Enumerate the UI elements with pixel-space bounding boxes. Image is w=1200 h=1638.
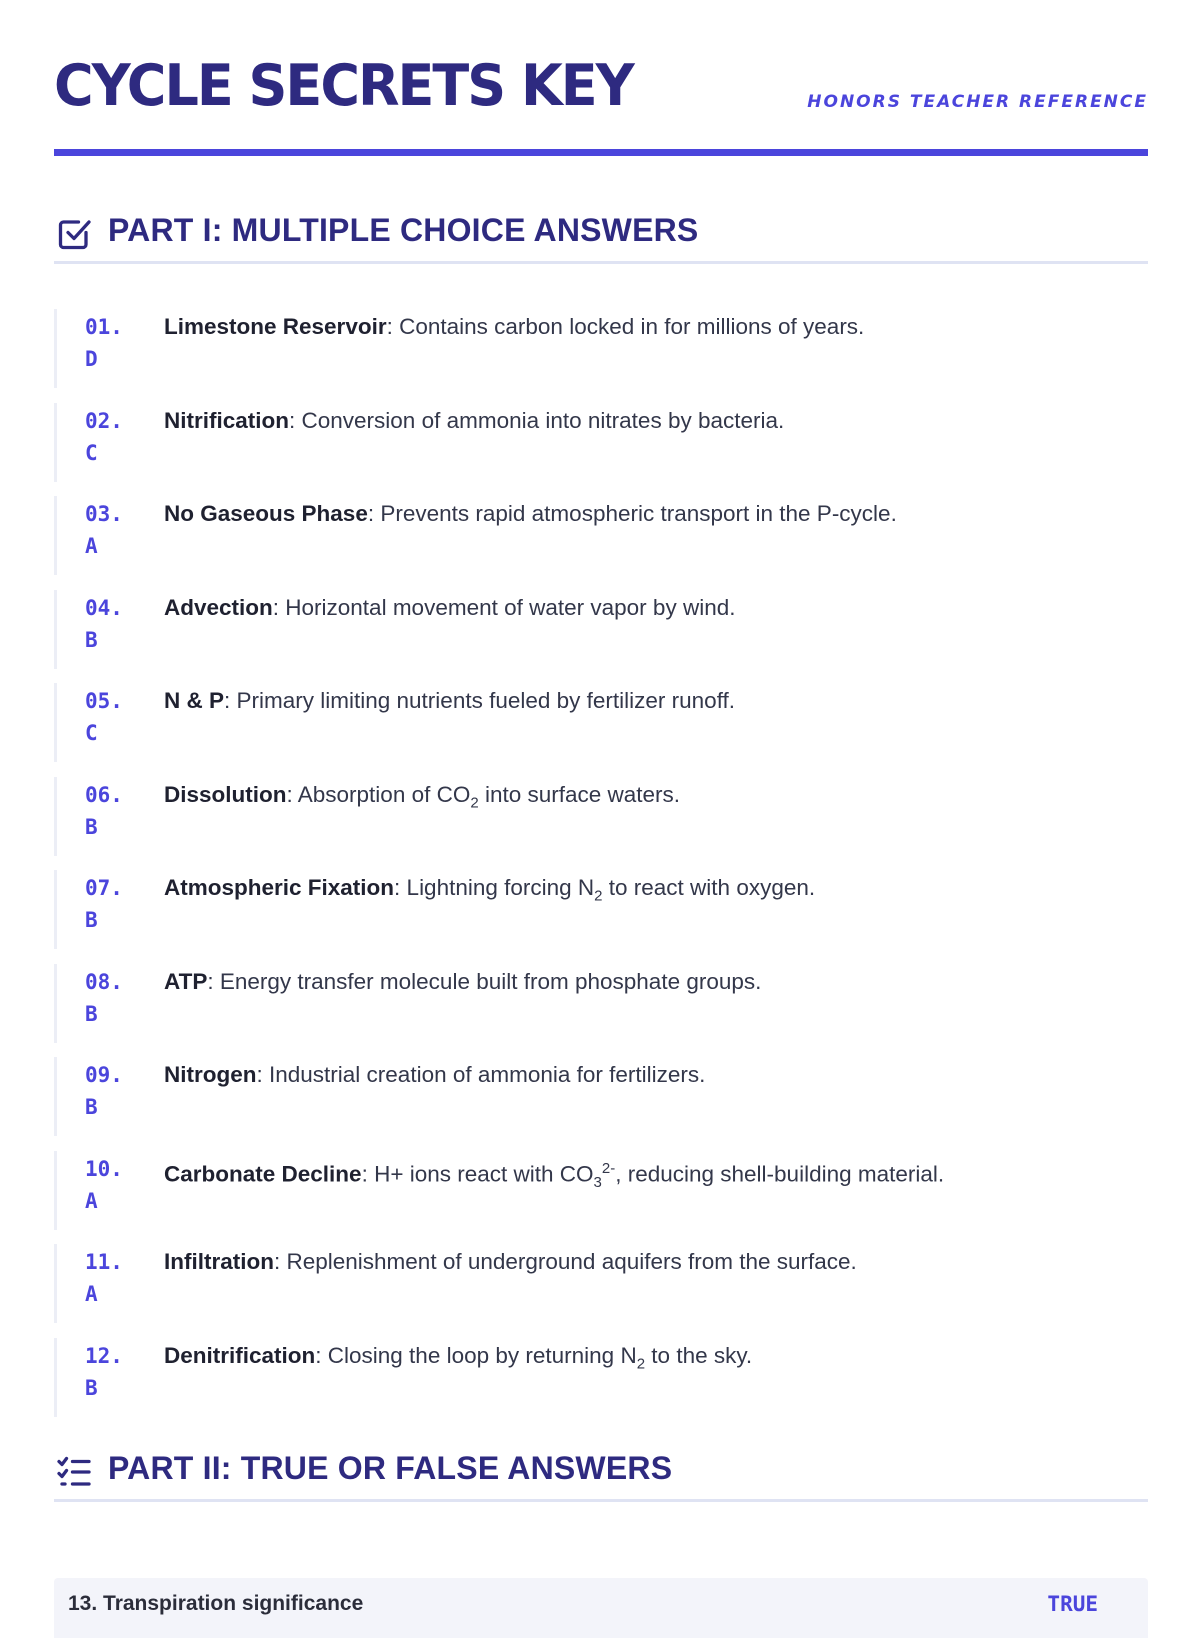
answer-letter: B: [85, 814, 98, 839]
multiple-choice-list: [54, 309, 1148, 1431]
page-subtitle: HONORS TEACHER REFERENCE: [807, 92, 1148, 112]
explanation-text: : Lightning forcing N: [394, 875, 595, 900]
question-number: 06.: [85, 782, 123, 807]
true-false-answer: TRUE: [1047, 1592, 1098, 1616]
true-false-question: 13. Transpiration significance: [68, 1592, 364, 1615]
checkbox-checked-icon: [56, 216, 92, 252]
answer-term: Nitrification: [164, 407, 290, 433]
answer-letter: C: [85, 440, 98, 465]
explanation-text: : H+ ions react with CO: [361, 1161, 594, 1186]
explanation-text: : Contains carbon locked in for millions of years.: [386, 314, 865, 339]
question-number: 12.: [85, 1343, 123, 1368]
section-part2-header: [54, 1444, 1148, 1502]
subscript: 2: [594, 887, 603, 905]
answer-letter: B: [85, 1095, 98, 1119]
answer-term: Nitrogen: [164, 1062, 257, 1087]
explanation-text: : Horizontal movement of water vapor by wind.: [272, 594, 736, 620]
answer-term: Atmospheric Fixation: [164, 875, 395, 900]
answer-explanation: [164, 1340, 752, 1381]
question-number: 01.: [85, 315, 123, 339]
answer-item: [54, 309, 1148, 388]
question-number: 05.: [85, 689, 123, 713]
superscript: 2-: [601, 1159, 616, 1177]
explanation-text: : Industrial creation of ammonia for fertilizers.: [256, 1062, 706, 1087]
checklist-icon: [56, 1454, 92, 1490]
question-number: 10.: [85, 1156, 123, 1181]
answer-letter: B: [85, 627, 98, 652]
subscript: 3: [593, 1173, 602, 1191]
answer-item: [54, 1057, 1148, 1136]
explanation-text: : Closing the loop by returning N: [315, 1342, 637, 1368]
answer-letter: D: [85, 347, 98, 371]
explanation-text: : Replenishment of underground aquifers from the surface.: [273, 1249, 857, 1274]
answer-item: [54, 496, 1148, 575]
explanation-text: : Prevents rapid atmospheric transport in the P-cycle.: [367, 501, 897, 526]
answer-letter: B: [85, 1001, 98, 1026]
answer-item: [54, 777, 1148, 856]
answer-letter: B: [85, 1375, 98, 1400]
explanation-text-cont: to the sky.: [645, 1342, 753, 1368]
answer-letter: C: [85, 721, 98, 745]
answer-explanation: [164, 1059, 705, 1091]
answer-term: Limestone Reservoir: [164, 314, 387, 339]
page-header: [54, 52, 1148, 156]
answer-item: [54, 1151, 1148, 1230]
answer-term: N & P: [164, 688, 225, 713]
answer-letter: A: [85, 1282, 98, 1306]
answer-item: [54, 1338, 1148, 1417]
answer-explanation: [164, 779, 680, 820]
answer-explanation: [164, 592, 735, 624]
explanation-text: : Absorption of CO: [286, 781, 471, 807]
answer-term: Dissolution: [164, 781, 287, 807]
answer-explanation: [164, 685, 735, 717]
section-part2-title: PART II: TRUE OR FALSE ANSWERS: [108, 1450, 673, 1486]
question-number: 04.: [85, 595, 123, 620]
true-false-row: [54, 1578, 1148, 1638]
answer-item: [54, 870, 1148, 949]
answer-item: [54, 683, 1148, 762]
answer-item: [54, 964, 1148, 1043]
answer-explanation: [164, 1153, 944, 1199]
question-number: 03.: [85, 502, 123, 526]
answer-explanation: [164, 966, 761, 998]
answer-explanation: [164, 1246, 857, 1278]
answer-term: Denitrification: [164, 1342, 316, 1368]
answer-explanation: [164, 311, 864, 343]
answer-explanation: [164, 872, 815, 913]
subscript: 2: [470, 794, 479, 811]
answer-term: Infiltration: [164, 1249, 274, 1274]
section-part1-title: PART I: MULTIPLE CHOICE ANSWERS: [108, 212, 699, 248]
explanation-text-cont: , reducing shell-building material.: [615, 1161, 945, 1186]
explanation-text-cont: into surface waters.: [478, 781, 681, 807]
answer-item: [54, 403, 1148, 482]
explanation-text-cont: to react with oxygen.: [602, 875, 816, 900]
answer-item: [54, 590, 1148, 669]
explanation-text: : Conversion of ammonia into nitrates by bacteria.: [289, 407, 785, 433]
answer-term: Carbonate Decline: [164, 1161, 362, 1186]
page-title: CYCLE SECRETS KEY: [54, 52, 633, 119]
answer-term: ATP: [164, 968, 208, 994]
answer-letter: A: [85, 534, 98, 558]
answer-explanation: [164, 405, 784, 437]
answer-letter: A: [85, 1188, 98, 1213]
answer-letter: B: [85, 908, 98, 932]
answer-term: No Gaseous Phase: [164, 501, 368, 526]
explanation-text: : Energy transfer molecule built from phosphate groups.: [207, 968, 762, 994]
question-number: 09.: [85, 1063, 123, 1087]
section-part1-header: [54, 206, 1148, 264]
question-number: 02.: [85, 408, 123, 433]
question-number: 08.: [85, 969, 123, 994]
subscript: 2: [636, 1355, 646, 1372]
explanation-text: : Primary limiting nutrients fueled by fertilizer runoff.: [224, 688, 736, 713]
answer-term: Advection: [164, 594, 273, 620]
question-number: 11.: [85, 1250, 123, 1274]
question-number: 07.: [85, 876, 123, 900]
answer-item: [54, 1244, 1148, 1323]
answer-explanation: [164, 498, 897, 530]
